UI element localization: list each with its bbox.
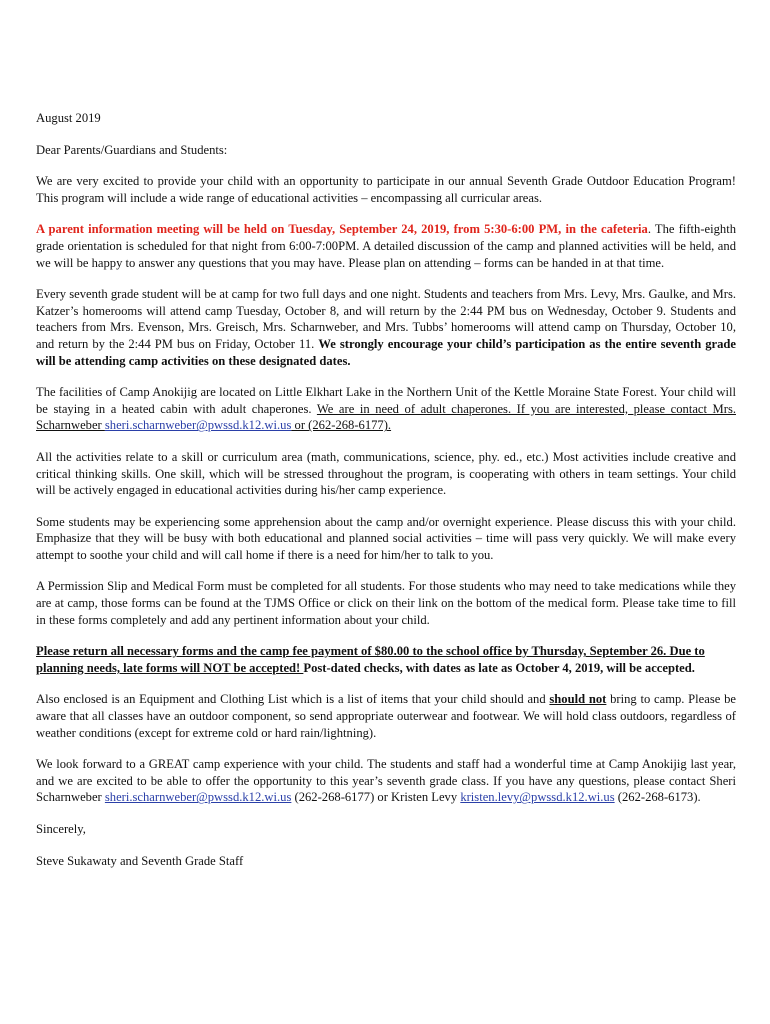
- salutation: Dear Parents/Guardians and Students:: [36, 142, 228, 157]
- contact-text: We look forward to a GREAT camp experience with your child. The students and staff had a wonderful time at Camp Anokijig last year, and we are excited to be able to offer the opportunity to this year’s seventh grade class. If you have any questions, please contact Sheri Scharnweber: [36, 757, 736, 805]
- post-dated-checks: Post-dated checks, with dates as late as October 4, 2019, will be accepted.: [303, 660, 695, 675]
- deadline-paragraph: [36, 643, 736, 676]
- scharnweber-contact-email-link[interactable]: sheri.scharnweber@pwssd.k12.wi.us: [104, 790, 292, 805]
- should-not-emphasis: should not: [549, 692, 607, 707]
- facilities-paragraph: [36, 384, 736, 434]
- letter-date: August 2019: [36, 111, 101, 125]
- equipment-text-2: bring to camp. Please be aware that all classes have an outdoor component, so send appropriate outerwear and footwear. We will hold class outdoors, regardless of weather conditions (except for extreme cold or hard rain/lightning).: [36, 692, 736, 740]
- chaperone-request: We are in need of adult chaperones. If you are interested, please contact Mrs. Scharnweber: [36, 401, 736, 433]
- forms-paragraph: A Permission Slip and Medical Form must be completed for all students. For those students who may need to take medications while they are at camp, those forms can be found at the TJMS Office or click on their link on the bottom of the medical form. Please take time to fill in these forms completely and add any pertinent information about your child.: [36, 579, 736, 627]
- camp-schedule-paragraph: [36, 286, 736, 369]
- signature: Steve Sukawaty and Seventh Grade Staff: [36, 853, 244, 868]
- deadline-notice: Please return all necessary forms and the camp fee payment of $80.00 to the school office by Thursday, September 26. Due to planning needs, late forms will NOT be accepted!: [36, 644, 705, 675]
- encourage-text: We strongly encourage your child’s participation as the entire seventh grade will be attending camp activities on these designated dates.: [36, 336, 737, 368]
- chaperone-phone: or (262-268-6177).: [291, 418, 392, 433]
- scharnweber-email-link[interactable]: sheri.scharnweber@pwssd.k12.wi.us: [104, 418, 292, 433]
- apprehension-paragraph: Some students may be experiencing some apprehension about the camp and/or overnight experience. Please discuss this with your child. Emphasize that they will be busy with both educational and planned social activities – time will pass very quickly. We will make every attempt to soothe your child and will call home if there is a need for him/her to talk to you.: [36, 514, 736, 562]
- meeting-highlight: A parent information meeting will be held on Tuesday, September 24, 2019, from 5:30-6:00 PM, in the cafeteria: [36, 222, 648, 237]
- equipment-paragraph: [36, 691, 736, 741]
- contact-paragraph: [36, 756, 736, 806]
- equipment-text-1: Also enclosed is an Equipment and Clothing List which is a list of items that your child should and: [36, 692, 550, 707]
- meeting-details: . The fifth-eighth grade orientation is scheduled for that night from 6:00-7:00PM. A detailed discussion of the camp and planned activities will be held, and we will be happy to answer any questions that you may have. Please plan on attending – forms can be handed in at that time.: [36, 222, 736, 270]
- schedule-text: Every seventh grade student will be at camp for two full days and one night. Students and teachers from Mrs. Levy, Mrs. Gaulke, and Mrs. Katzer’s homerooms will attend camp Tuesday, October 8, and will return by the 2:44 PM bus on Wednesday, October 9. Students and teachers from Mrs. Evenson, Mrs. Greisch, Mrs. Scharnweber, and Mrs. Tubbs’ homerooms will attend camp on Thursday, October 10, and return by the 2:44 PM bus on Friday, October 11.: [36, 287, 736, 351]
- intro-paragraph: We are very excited to provide your child with an opportunity to participate in our annual Seventh Grade Outdoor Education Program! This program will include a wide range of educational activities – encompassing all curricular areas.: [36, 174, 736, 205]
- contact-end: (262-268-6173).: [614, 790, 701, 805]
- meeting-paragraph: [36, 221, 736, 271]
- contact-mid: (262-268-6177) or Kristen Levy: [291, 790, 461, 805]
- facilities-text: The facilities of Camp Anokijig are located on Little Elkhart Lake in the Northern Unit of the Kettle Moraine State Forest. Your child will be staying in a heated cabin with adult chaperones.: [36, 385, 736, 416]
- closing: Sincerely,: [36, 822, 86, 836]
- letter-page: [36, 110, 736, 884]
- levy-email-link[interactable]: kristen.levy@pwssd.k12.wi.us: [460, 790, 615, 805]
- activities-paragraph: All the activities relate to a skill or curriculum area (math, communications, science, phy. ed., etc.) Most activities include creative and critical thinking skills. One skill, which will be stressed throughout the program, is cooperating with others in team settings. Your child will be actively engaged in educational activities during his/her camp experience.: [36, 449, 736, 498]
